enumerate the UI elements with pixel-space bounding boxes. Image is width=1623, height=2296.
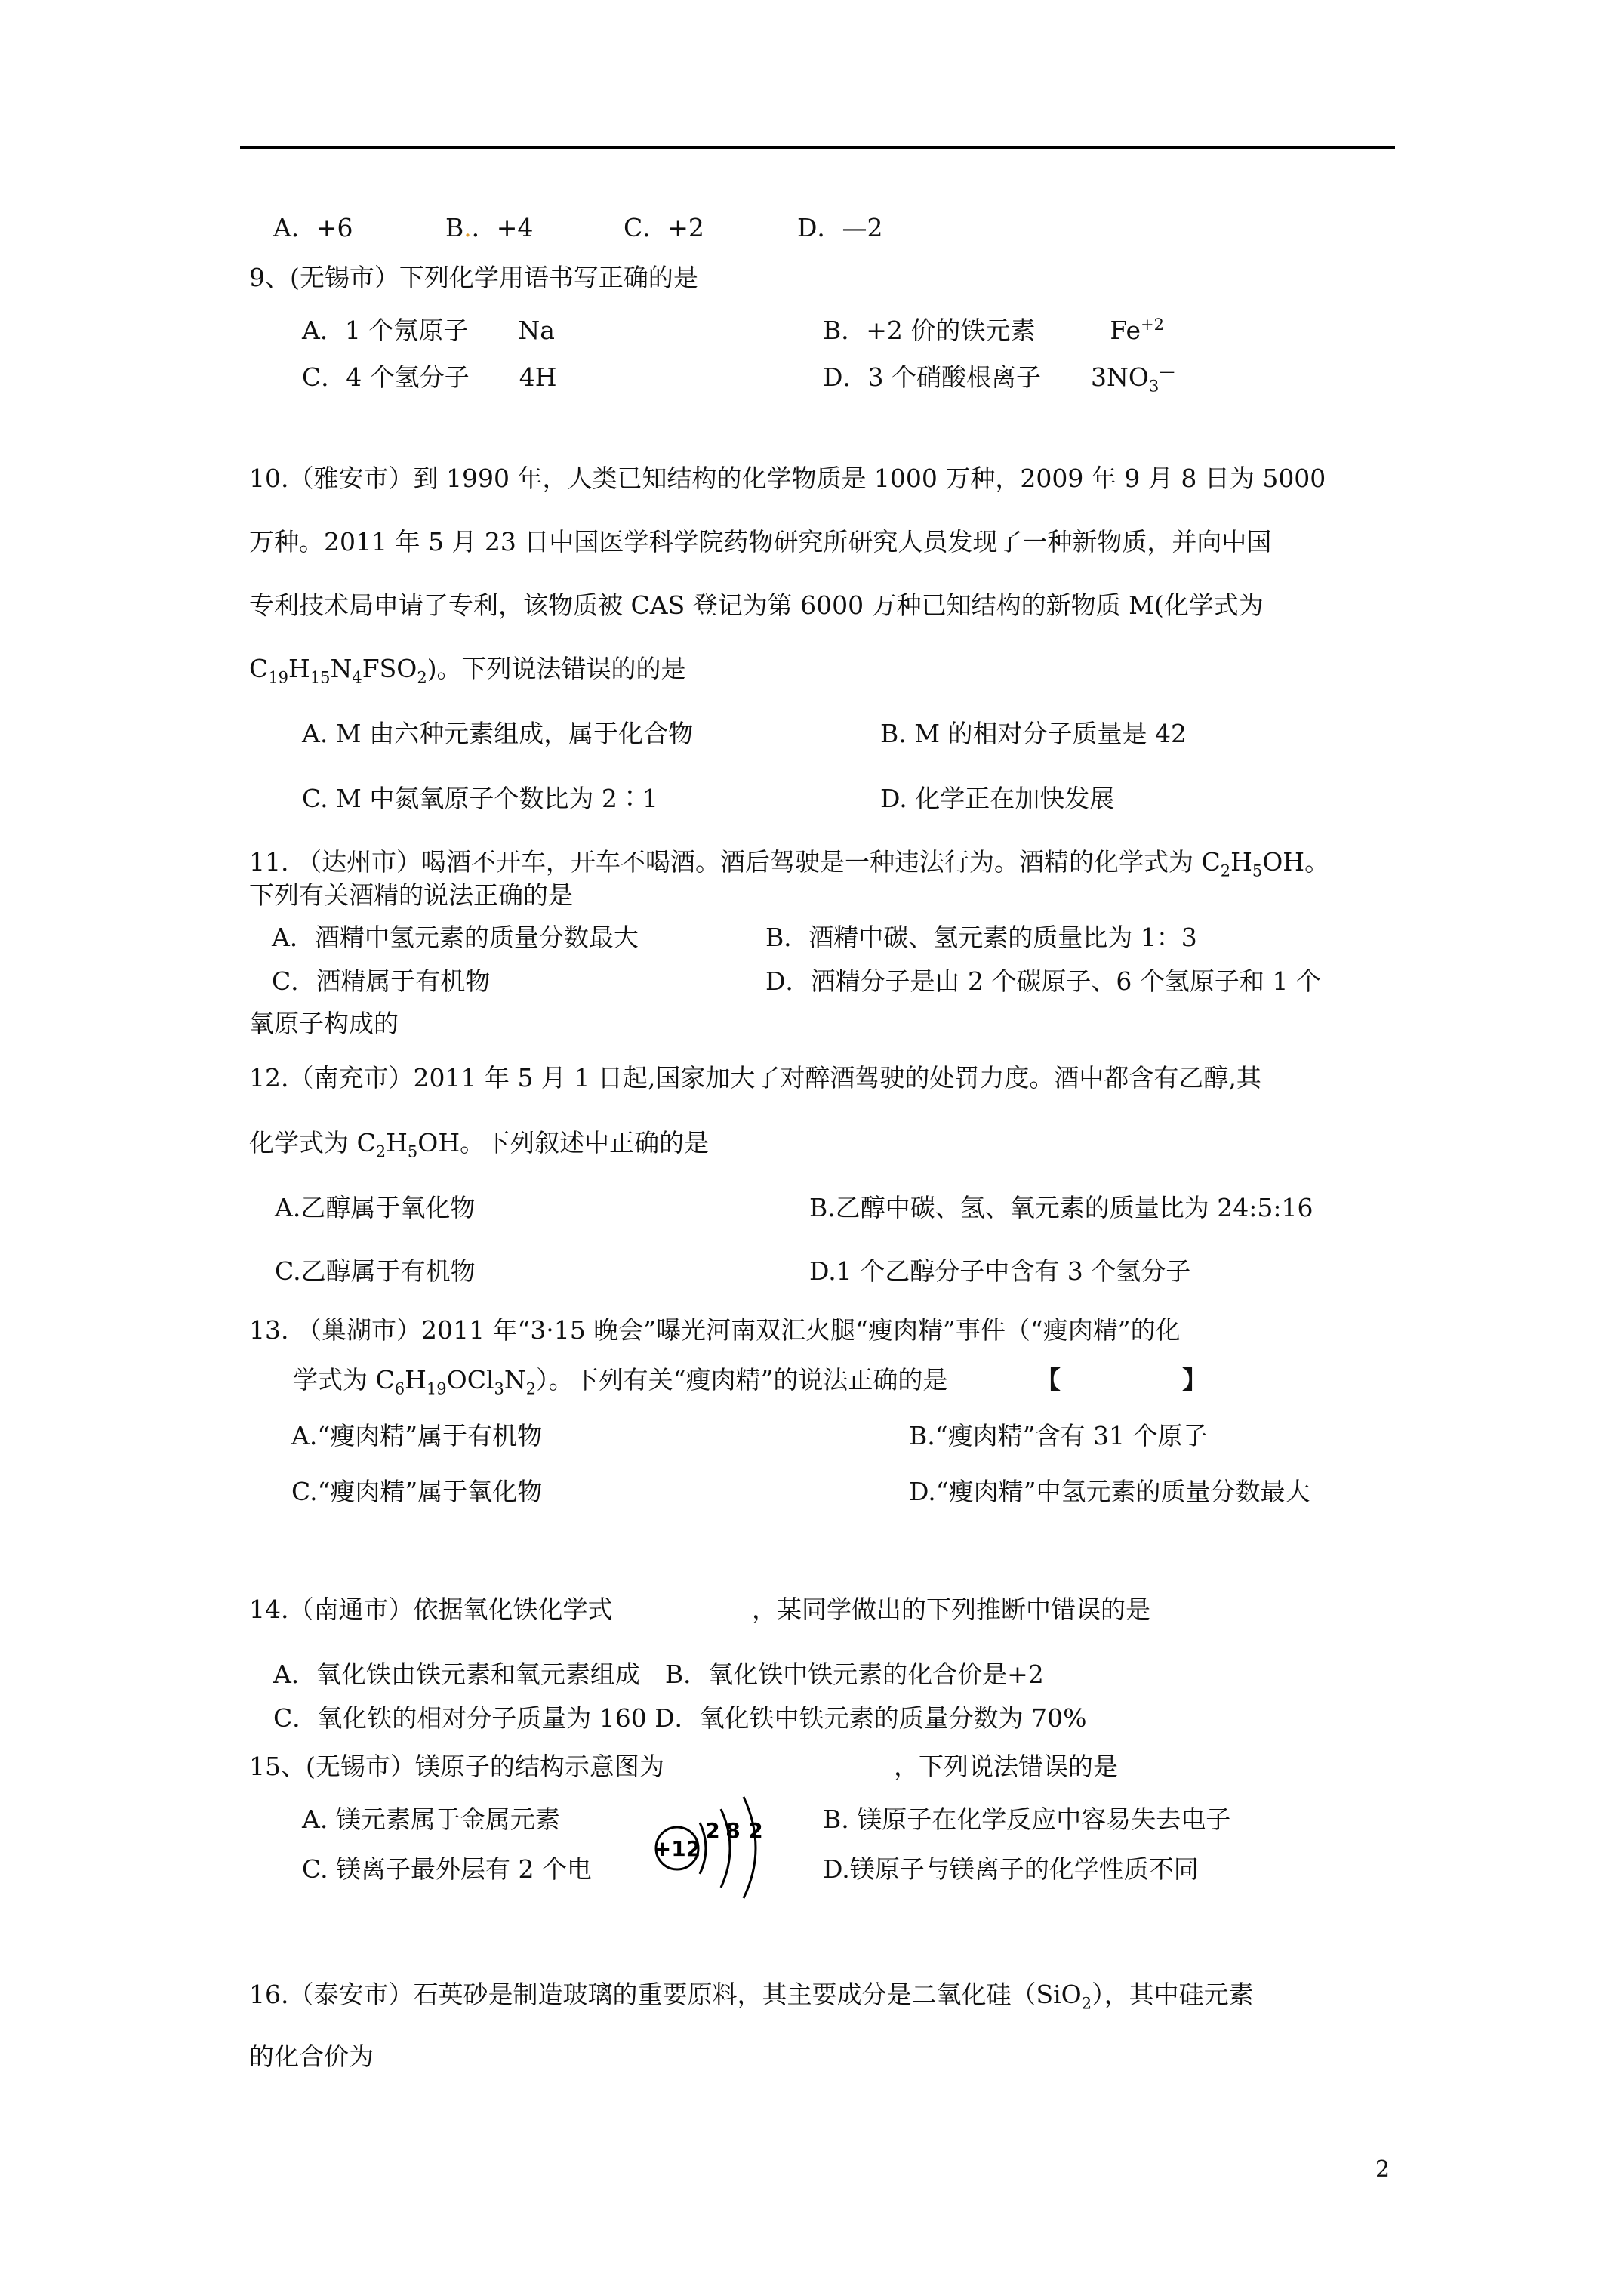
q13-option-b: B.“瘦肉精”含有 31 个原子: [909, 1421, 1208, 1450]
shell-1-electrons: 2: [705, 1818, 720, 1843]
q10-option-a: A. M 由六种元素组成，属于化合物: [302, 719, 694, 748]
q14-line-1a: 14.（南通市）依据氧化铁化学式: [249, 1595, 613, 1624]
q10-line-4: $C_{19}H_{15}N_4FSO_2$)。下列说法错误的的是: [249, 654, 686, 687]
q10-option-d: D. 化学正在加快发展: [880, 784, 1115, 813]
q15-option-a: A. 镁元素属于金属元素: [302, 1804, 560, 1834]
shell-3-electrons: 2: [748, 1818, 763, 1843]
q11-option-d-cont: 氧原子构成的: [249, 1009, 399, 1038]
q12-line-2: 化学式为 $C_2H_5OH$。下列叙述中正确的是: [249, 1128, 710, 1161]
q11-option-b: B．酒精中碳、氢元素的质量比为 1：3: [765, 923, 1197, 952]
q12-option-d: D.1 个乙醇分子中含有 3 个氢分子: [809, 1256, 1191, 1286]
q13-answer-bracket-open: 【: [1036, 1365, 1061, 1395]
shell-2-electrons: 8: [725, 1818, 741, 1843]
q12-option-c: C.乙醇属于有机物: [275, 1256, 476, 1286]
q8-option-b: B.．+4: [445, 213, 534, 242]
q13-option-d: D.“瘦肉精”中氢元素的质量分数最大: [909, 1477, 1310, 1506]
q16-line-1: 16.（泰安市）石英砂是制造玻璃的重要原料，其主要成分是二氧化硅（SiO$_2$），其中硅元素: [249, 1980, 1254, 2013]
q11-option-a: A．酒精中氢元素的质量分数最大: [272, 923, 639, 952]
q13-answer-bracket-close: 】: [1182, 1365, 1207, 1395]
q9-option-c: C．4 个氢分子 4H: [302, 362, 557, 392]
magnesium-atom-diagram: [645, 1786, 774, 1900]
q10-option-c: C. M 中氮氧原子个数比为 2∶1: [302, 784, 658, 813]
q9-option-a: A．1 个氖原子 Na: [302, 316, 555, 345]
q10-option-b: B. M 的相对分子质量是 42: [880, 719, 1187, 748]
header-rule: [240, 146, 1395, 149]
q9-option-d: D．3 个硝酸根离子 $3NO_3^—$: [823, 362, 1175, 396]
q9-stem: 9、(无锡市）下列化学用语书写正确的是: [249, 263, 698, 292]
q13-line-1: 13. （巢湖市）2011 年“3·15 晚会”曝光河南双汇火腿“瘦肉精”事件（“瘦肉精”的化: [249, 1315, 1181, 1345]
electron-shell-3: [744, 1797, 756, 1898]
nucleus-charge: +12: [653, 1836, 701, 1861]
q13-line-2: 学式为 $C_6H_{19}OCl_3N_2$）。下列有关“瘦肉精”的说法正确的是: [293, 1365, 948, 1398]
q11-option-d: D．酒精分子是由 2 个碳原子、6 个氢原子和 1 个: [765, 966, 1321, 996]
q14-options-cd: C．氧化铁的相对分子质量为 160 D．氧化铁中铁元素的质量分数为 70%: [273, 1703, 1087, 1733]
q11-line-1: 11. （达州市）喝酒不开车，开车不喝酒。酒后驾驶是一种违法行为。酒精的化学式为 $C_2H_5OH$。: [249, 847, 1330, 880]
q12-option-a: A.乙醇属于氧化物: [275, 1193, 476, 1222]
q9-option-b: B．+2 价的铁元素 $Fe^{+2}$: [823, 316, 1164, 345]
q8-option-d: D．—2: [797, 213, 883, 242]
q15-option-b: B. 镁原子在化学反应中容易失去电子: [823, 1804, 1231, 1834]
q12-line-1: 12.（南充市）2011 年 5 月 1 日起,国家加大了对醉酒驾驶的处罚力度。酒中都含有乙醇,其: [249, 1063, 1261, 1093]
q11-option-c: C．酒精属于有机物: [272, 966, 491, 996]
q14-line-1b: ，某同学做出的下列推断中错误的是: [752, 1595, 1150, 1624]
q8-option-a: A．+6: [273, 213, 353, 242]
q13-option-c: C.“瘦肉精”属于氧化物: [291, 1477, 543, 1506]
q13-option-a: A.“瘦肉精”属于有机物: [291, 1421, 543, 1450]
q15-line-1a: 15、(无锡市）镁原子的结构示意图为: [249, 1752, 664, 1781]
q16-line-2: 的化合价为: [249, 2042, 374, 2071]
page-number: 2: [1375, 2156, 1390, 2183]
q15-option-c: C. 镁离子最外层有 2 个电: [302, 1854, 593, 1884]
q12-option-b: B.乙醇中碳、氢、氧元素的质量比为 24:5:16: [809, 1193, 1313, 1222]
q10-line-1: 10.（雅安市）到 1990 年，人类已知结构的化学物质是 1000 万种，2009 年 9 月 8 日为 5000: [249, 464, 1326, 493]
q14-options-ab: A．氧化铁由铁元素和氧元素组成 B．氧化铁中铁元素的化合价是+2: [273, 1660, 1044, 1689]
q11-line-2: 下列有关酒精的说法正确的是: [249, 880, 573, 910]
q8-option-c: C．+2: [624, 213, 704, 242]
q15-line-1b: ，下列说法错误的是: [894, 1752, 1118, 1781]
q10-line-3: 专利技术局申请了专利，该物质被 CAS 登记为第 6000 万种已知结构的新物质 M(化学式为: [249, 590, 1264, 620]
q10-line-2: 万种。2011 年 5 月 23 日中国医学科学院药物研究所研究人员发现了一种新物质，并向中国: [249, 527, 1272, 556]
q15-option-d: D.镁原子与镁离子的化学性质不同: [823, 1854, 1199, 1884]
